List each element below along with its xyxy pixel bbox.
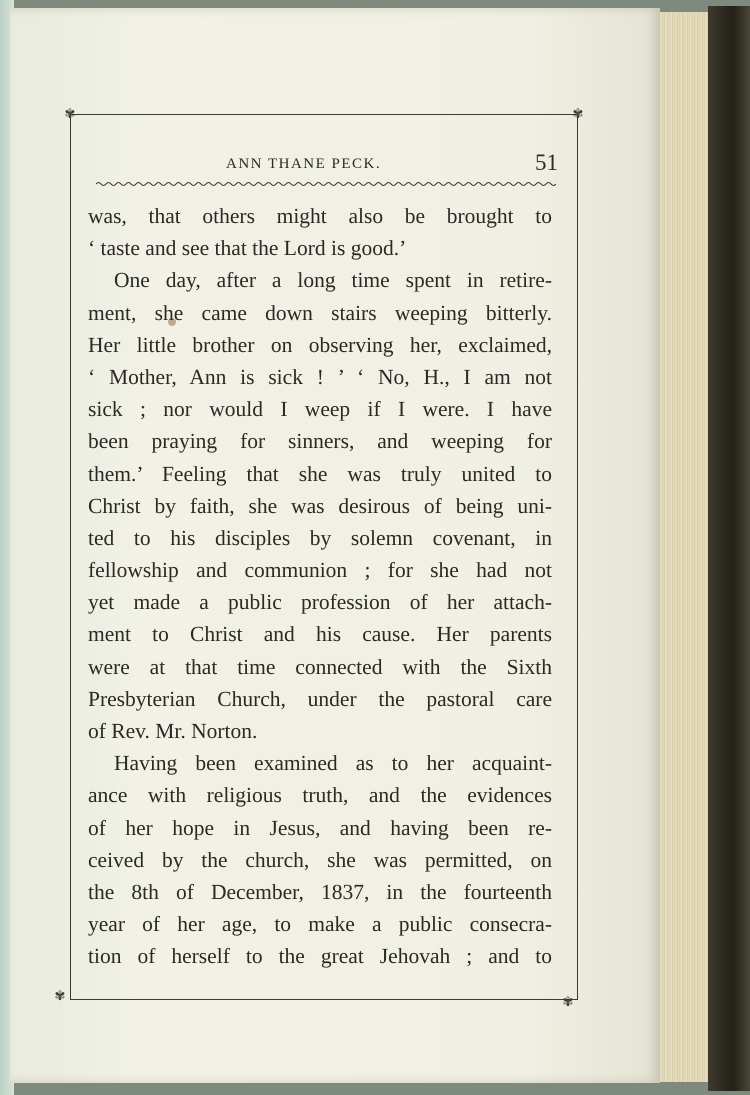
text-line: ‘ Mother, Ann is sick ! ’ ‘ No, H., I am not [88,364,552,389]
text-line: of her hope in Jesus, and having been re- [88,815,552,840]
text-line: ‘ taste and see that the Lord is good.’ [88,236,407,261]
text-line: of Rev. Mr. Norton. [88,719,258,743]
text-line: Presbyterian Church, under the pastoral care [88,686,552,711]
text-line: year of her age, to make a public consecra- [88,912,552,937]
book-cover [708,6,750,1091]
paragraph-first-line: Having been examined as to her acquaint- [114,751,552,776]
paragraph-first-line: One day, after a long time spent in retire- [114,268,552,293]
corner-ornament-icon: ✾ [562,995,574,1010]
text-line: yet made a public profession of her attach- [88,590,552,615]
page-edges [652,12,711,1082]
text-line: fellowship and communion ; for she had not [88,558,552,583]
wavy-rule-divider [96,180,556,188]
corner-ornament-icon: ✾ [54,989,66,1004]
text-line: tion of herself to the great Jehovah ; and to [88,944,552,969]
text-line: ance with religious truth, and the evidences [88,783,552,808]
text-line: been praying for sinners, and weeping for [88,429,552,454]
text-line: ted to his disciples by solemn covenant, in [88,525,552,550]
body-text [88,200,552,973]
running-title: ANN THANE PECK. [226,156,382,172]
text-line: was, that others might also be brought to [88,204,552,228]
text-line: them.’ Feeling that she was truly united to [88,461,552,486]
text-line: ment, she came down stairs weeping bitterly. [88,300,552,325]
text-line: the 8th of December, 1837, in the fourteenth [88,879,552,904]
text-line: Her little brother on observing her, exclaimed, [88,332,552,357]
text-line: ceived by the church, she was permitted, on [88,847,552,872]
page-number: 51 [535,150,558,175]
running-head [90,150,560,180]
corner-ornament-icon: ✾ [572,107,584,122]
text-line: were at that time connected with the Sixth [88,654,552,679]
text-line: sick ; nor would I weep if I were. I have [88,397,552,422]
text-line: Christ by faith, she was desirous of being uni- [88,493,552,518]
text-line: ment to Christ and his cause. Her parents [88,622,552,647]
corner-ornament-icon: ✾ [64,107,76,122]
